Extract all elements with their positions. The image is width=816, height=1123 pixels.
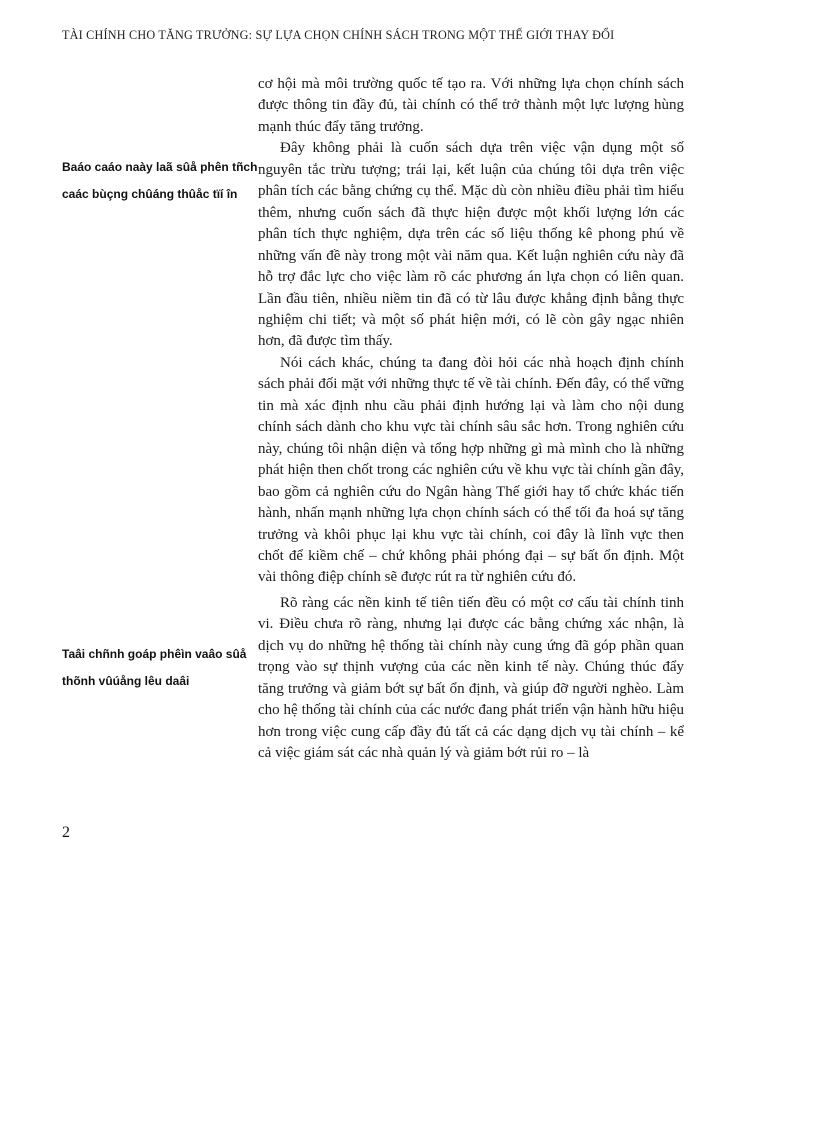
paragraph-continued: cơ hội mà môi trường quốc tế tạo ra. Với những lựa chọn chính sách được thông tin đầy đủ, tài chính có thể trở thành một lực lượng hùng mạnh thúc đẩy tăng trưởng. xyxy=(258,76,684,135)
margin-note-prosperity: Taâi chñnh goáp phêìn vaâo sûå thõnh vûúång lêu daâi xyxy=(62,647,247,688)
paragraph-advanced-economies: Rõ ràng các nền kinh tế tiên tiến đều có một cơ cấu tài chính tinh vi. Điều chưa rõ ràng, nhưng lại được các bằng chứng xác nhận, là dịch vụ do những hệ thống tài chính này cung ứng đã góp phần quan trọng vào sự thịnh vượng của các nền kinh tế này. Chúng thúc đẩy tăng trưởng và giảm bớt sự bất ổn định, và giúp đỡ người nghèo. Làm cho hệ thống tài chính của các nước đang phát triển vận hành hữu hiệu hơn trong việc cung cấp đầy đủ tất cả các dạng dịch vụ tài chính – kể cả việc giám sát các nhà quản lý và giảm bớt rủi ro – là xyxy=(258,594,684,762)
page-number: 2 xyxy=(62,824,70,841)
paragraph-policymakers: Nói cách khác, chúng ta đang đòi hỏi các nhà hoạch định chính sách phải đối mặt với những thực tế về tài chính. Đến đây, có thể vững tin mà xác định nhu cầu phải định hướng lại và làm cho nội dung chính sách dành cho khu vực tài chính sâu sắc hơn. Trong nghiên cứu này, chúng tôi nhận diện và tổng hợp những gì mà mình cho là những phát hiện then chốt trong các nghiên cứu về khu vực tài chính gần đây, bao gồm cả nghiên cứu do Ngân hàng Thế giới hay tổ chức khác tiến hành, nhấn mạnh những lựa chọn chính sách có thể tối đa hoá sự tăng trưởng và khôi phục lại khu vực tài chính, coi đây là lĩnh vực then chốt để kiềm chế – chứ không phải phóng đại – sự bất ổn định. Một vài thông điệp chính sẽ được rút ra từ nghiên cứu đó. xyxy=(258,354,684,586)
running-header: TÀI CHÍNH CHO TĂNG TRƯỞNG: SỰ LỰA CHỌN CHÍNH SÁCH TRONG MỘT THẾ GIỚI THAY ĐỔI xyxy=(62,28,615,42)
margin-note-evidence: Baáo caáo naày laã sûå phên tñch caác bùçng chûáng thûåc tïí în xyxy=(62,160,258,201)
body-text-column xyxy=(258,74,684,765)
paragraph-evidence: Đây không phải là cuốn sách dựa trên việc vận dụng một số nguyên tắc trừu tượng; trái lại, kết luận của chúng tôi dựa trên việc phân tích các bằng chứng cụ thể. Mặc dù còn nhiều điều phải tìm hiểu thêm, nhưng cuốn sách đã thực hiện được một khối lượng lớn các phân tích thực nghiệm, dựa trên các số liệu thống kê phong phú về những vấn đề này trong một vài năm qua. Kết luận nghiên cứu này đã hỗ trợ đắc lực cho việc làm rõ các phương án lựa chọn có liên quan. Lần đầu tiên, nhiều niềm tin đã có từ lâu được khẳng định bằng thực nghiệm chi tiết; và một số phát hiện mới, có lẽ còn gây ngạc nhiên hơn, đã được tìm thấy. xyxy=(258,140,684,350)
